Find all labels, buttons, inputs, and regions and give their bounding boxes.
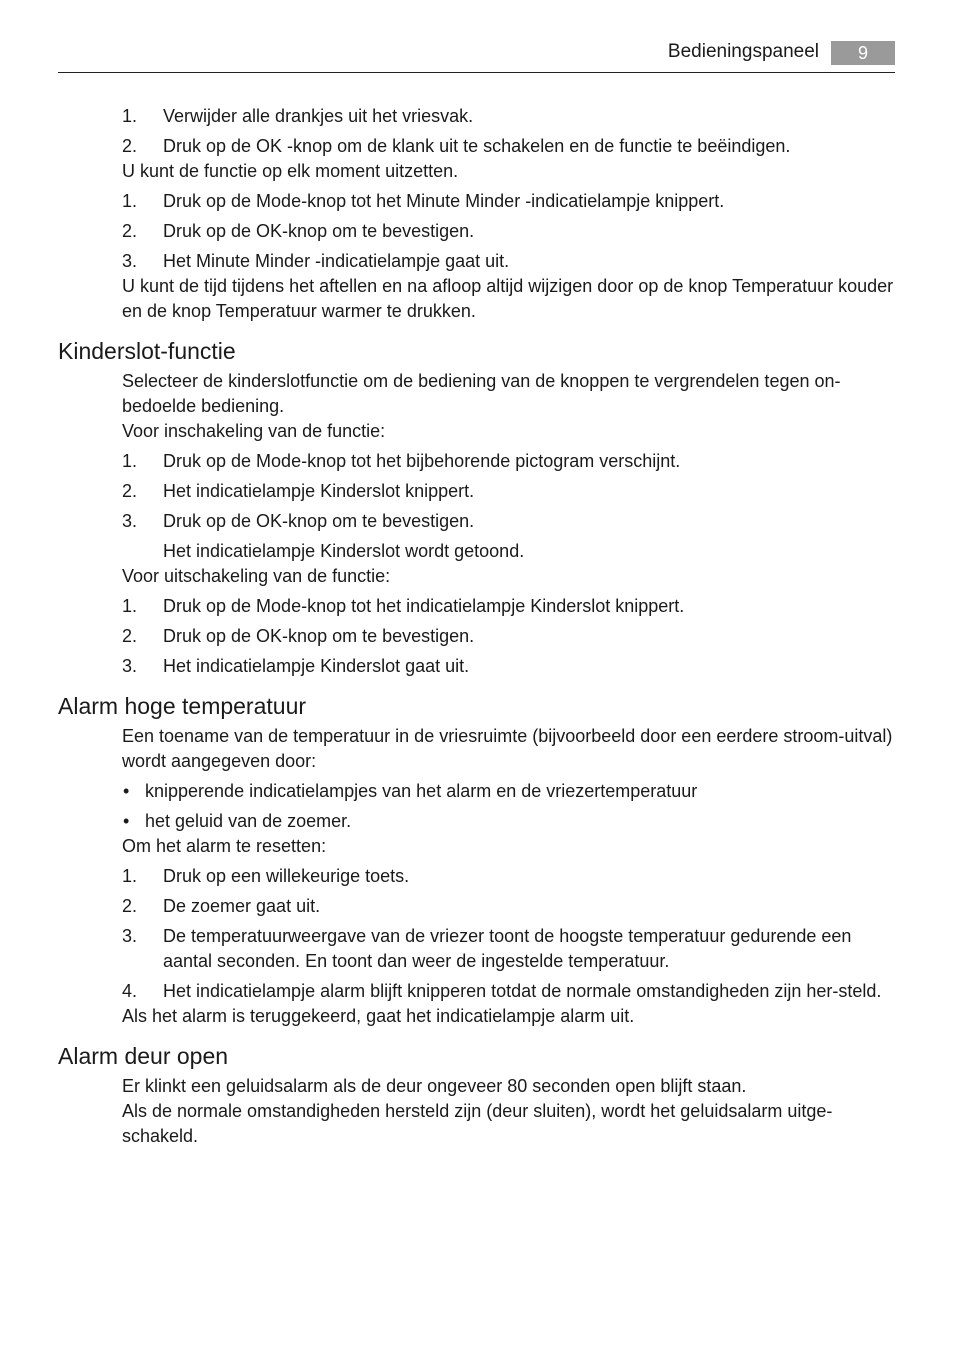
- list-text: Het Minute Minder -indicatielampje gaat uit.: [163, 251, 510, 271]
- list-number: 2.: [122, 896, 138, 916]
- top-section: [58, 104, 894, 324]
- list-text: Druk op de OK-knop om te bevestigen.: [163, 221, 475, 241]
- list-item: [122, 979, 894, 1004]
- list-number: 2.: [122, 481, 138, 501]
- list-item: [122, 219, 894, 244]
- list-number: 1.: [122, 191, 138, 211]
- paragraph: Voor inschakeling van de functie:: [122, 421, 386, 441]
- paragraph: U kunt de functie op elk moment uitzetten.: [122, 161, 459, 181]
- list-text: De zoemer gaat uit.: [163, 896, 321, 916]
- list-item: [122, 864, 894, 889]
- list-text: Het indicatielampje Kinderslot knippert.: [163, 481, 475, 501]
- paragraph: Als het alarm is teruggekeerd, gaat het indicatielampje alarm uit.: [122, 1006, 635, 1026]
- alarm-temp-section: [58, 724, 894, 1029]
- list-number: 1.: [122, 451, 138, 471]
- kinderslot-section: [58, 369, 894, 679]
- header-title: Bedieningspaneel: [667, 41, 819, 62]
- page-header: [58, 38, 895, 73]
- list-item: [122, 134, 894, 159]
- bullet-item: [122, 779, 894, 804]
- list-number: 1.: [122, 106, 138, 126]
- list-text: Druk op een willekeurige toets.: [163, 866, 410, 886]
- list-item: [122, 924, 894, 974]
- section-heading: Alarm deur open: [58, 1043, 229, 1069]
- bullet-icon: •: [123, 811, 130, 831]
- list-text: Druk op de Mode-knop tot het indicatielampje Kinderslot knippert.: [163, 596, 685, 616]
- list-number: 2.: [122, 136, 138, 156]
- list-item: [122, 624, 894, 649]
- paragraph: Als de normale omstandigheden hersteld zijn (deur sluiten), wordt het geluidsalarm uitge-schakeld.: [122, 1101, 833, 1146]
- paragraph: Selecteer de kinderslotfunctie om de bediening van de knoppen te vergrendelen tegen on-bedoelde bediening.: [122, 371, 841, 416]
- list-number: 1.: [122, 596, 138, 616]
- list-number: 1.: [122, 866, 138, 886]
- list-number: 3.: [122, 251, 138, 271]
- page-content: [58, 104, 894, 1149]
- list-text: Druk op de Mode-knop tot het Minute Minder -indicatielampje knippert.: [163, 191, 725, 211]
- list-text: Druk op de OK-knop om te bevestigen.: [163, 626, 475, 646]
- list-item: [122, 894, 894, 919]
- section-heading: Alarm hoge temperatuur: [58, 693, 307, 719]
- bullet-text: knipperende indicatielampjes van het alarm en de vriezertemperatuur: [145, 781, 698, 801]
- page-number: 9: [831, 41, 895, 65]
- bullet-icon: •: [123, 781, 130, 801]
- step-note: Het indicatielampje Kinderslot wordt getoond.: [163, 541, 525, 561]
- list-text: Het indicatielampje alarm blijft knipperen totdat de normale omstandigheden zijn her-steld.: [163, 981, 882, 1001]
- list-item: [122, 104, 894, 129]
- list-item: [122, 449, 894, 474]
- list-text: Druk op de OK -knop om de klank uit te schakelen en de functie te beëindigen.: [163, 136, 791, 156]
- list-number: 3.: [122, 511, 138, 531]
- paragraph: Er klinkt een geluidsalarm als de deur ongeveer 80 seconden open blijft staan.: [122, 1076, 747, 1096]
- list-number: 4.: [122, 981, 138, 1001]
- paragraph: Een toename van de temperatuur in de vriesruimte (bijvoorbeeld door een eerdere stroom-uitval) wordt aangegeven door:: [122, 726, 893, 771]
- list-item: [122, 509, 894, 534]
- list-number: 2.: [122, 626, 138, 646]
- alarm-door-section: [58, 1074, 894, 1149]
- list-text: Verwijder alle drankjes uit het vriesvak.: [163, 106, 474, 126]
- bullet-text: het geluid van de zoemer.: [145, 811, 352, 831]
- list-item: [122, 189, 894, 214]
- section-heading: Kinderslot-functie: [58, 338, 236, 364]
- list-item: [122, 594, 894, 619]
- list-text: De temperatuurweergave van de vriezer toont de hoogste temperatuur gedurende een aantal seconden. En toont dan weer de ingestelde temperatuur.: [163, 926, 852, 971]
- bullet-item: [122, 809, 894, 834]
- list-item: [122, 654, 894, 679]
- list-text: Druk op de OK-knop om te bevestigen.: [163, 511, 475, 531]
- paragraph: Voor uitschakeling van de functie:: [122, 566, 391, 586]
- paragraph: U kunt de tijd tijdens het aftellen en na afloop altijd wijzigen door op de knop Temperatuur kouder en de knop Temperatuur warmer te drukken.: [122, 276, 894, 321]
- list-number: 2.: [122, 221, 138, 241]
- paragraph: Om het alarm te resetten:: [122, 836, 327, 856]
- list-number: 3.: [122, 656, 138, 676]
- list-item: [122, 249, 894, 274]
- list-item: [122, 479, 894, 504]
- list-text: Het indicatielampje Kinderslot gaat uit.: [163, 656, 470, 676]
- list-number: 3.: [122, 926, 138, 946]
- list-text: Druk op de Mode-knop tot het bijbehorende pictogram verschijnt.: [163, 451, 681, 471]
